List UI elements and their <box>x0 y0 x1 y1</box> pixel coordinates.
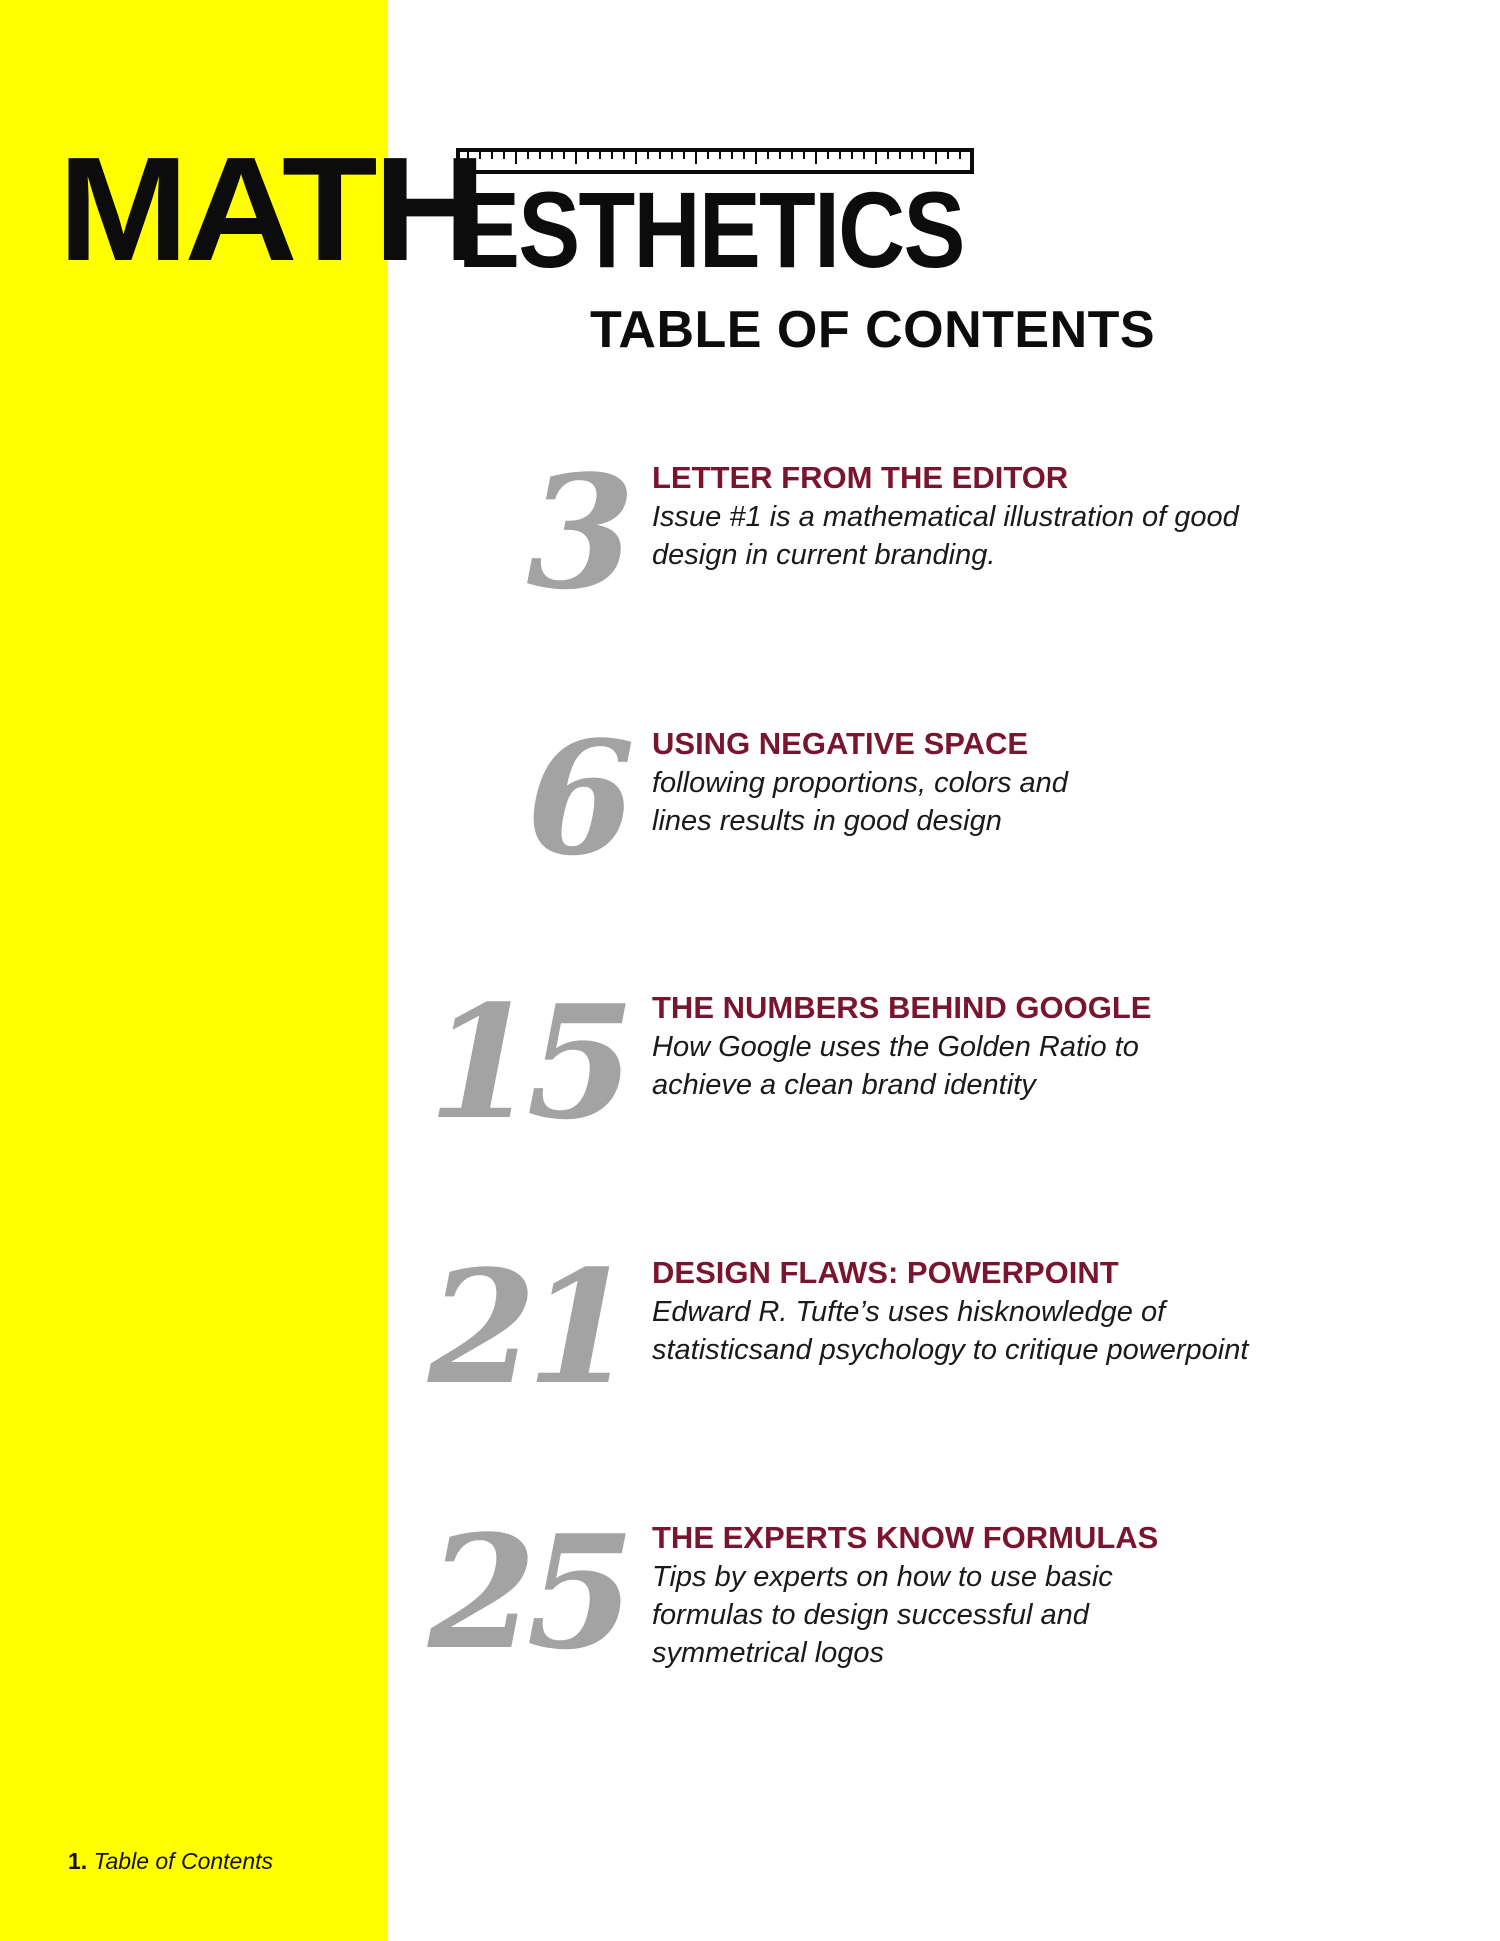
page-footer <box>68 1848 273 1875</box>
masthead-logo <box>58 127 988 292</box>
entry-page-number: 21 <box>427 1236 625 1419</box>
toc-entry[interactable] <box>0 707 1500 904</box>
entry-description: How Google uses the Golden Ratio to achieve a clean brand identity <box>652 1031 1139 1101</box>
toc-entry[interactable] <box>0 971 1500 1168</box>
entry-title: THE EXPERTS KNOW FORMULAS <box>652 1520 1159 1555</box>
entry-title: LETTER FROM THE EDITOR <box>652 460 1069 495</box>
toc-entry[interactable] <box>0 1501 1500 1698</box>
toc-entry[interactable] <box>0 1236 1500 1433</box>
entry-title: USING NEGATIVE SPACE <box>652 726 1029 761</box>
entry-page-number: 15 <box>427 971 625 1154</box>
entry-title: DESIGN FLAWS: POWERPOINT <box>652 1255 1119 1290</box>
entry-page-number: 3 <box>526 441 625 624</box>
entry-description: Edward R. Tufte’s uses hisknowledge of statisticsand psychology to critique powerpoint <box>652 1296 1249 1366</box>
toc-entry[interactable] <box>0 441 1500 638</box>
entry-description: Issue #1 is a mathematical illustration of good design in current branding. <box>652 501 1239 571</box>
footer-label: Table of Contents <box>93 1848 274 1874</box>
logo-esthetics-text: ESTHETICS <box>458 169 964 290</box>
table-of-contents-heading: TABLE OF CONTENTS <box>590 301 1156 359</box>
footer-page-number: 1. <box>68 1848 88 1874</box>
entry-description: following proportions, colors and lines results in good design <box>652 767 1068 837</box>
entry-description: Tips by experts on how to use basic formulas to design successful and symmetrical logos <box>652 1561 1113 1669</box>
entry-title: THE NUMBERS BEHIND GOOGLE <box>652 990 1152 1025</box>
entry-page-number: 6 <box>526 707 625 890</box>
logo-math-text: MATH <box>58 127 483 292</box>
entry-page-number: 25 <box>427 1501 625 1684</box>
